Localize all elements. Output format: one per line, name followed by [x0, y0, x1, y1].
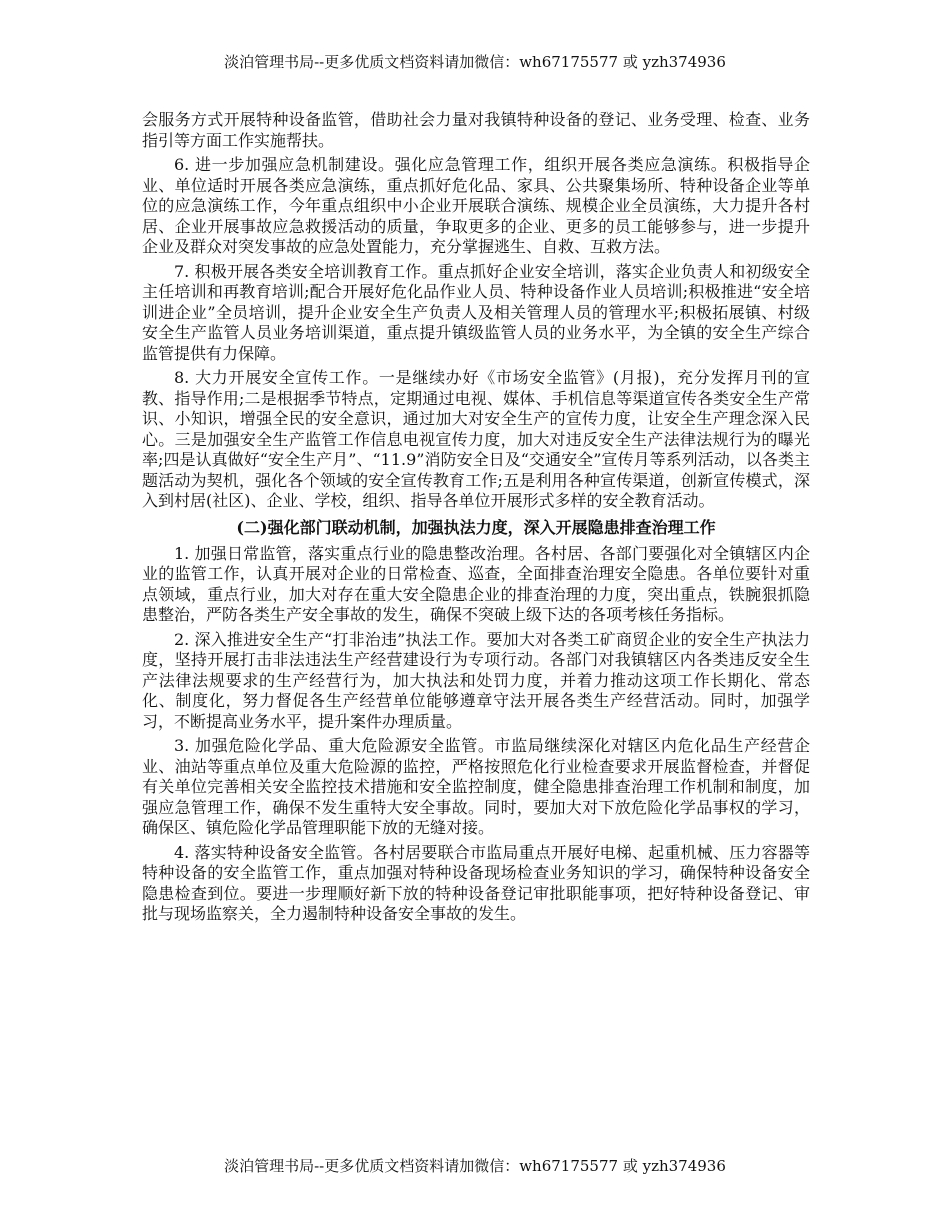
- paragraph-item-2: 2. 深入推进安全生产“打非治违”执法工作。要加大对各类工矿商贸企业的安全生产执法力度，坚持开展打击非法违法生产经营建设行为专项行动。各部门对我镇辖区内各类违反安全生产法律法规要求的生产经营行为，加大执法和处罚力度，并着力推动这项工作长期化、常态化、制度化，努力督促各生产经营单位能够遵章守法开展各类生产经营活动。同时，加强学习，不断提高业务水平，提升案件办理质量。: [142, 629, 810, 731]
- paragraph-item-3: 3. 加强危险化学品、重大危险源安全监管。市监局继续深化对辖区内危化品生产经营企业、油站等重点单位及重大危险源的监控，严格按照危化行业检查要求开展监督检查，并督促有关单位完善相关安全监控技术措施和安全监控制度，健全隐患排查治理工作机制和制度，加强应急管理工作，确保不发生重特大安全事故。同时，要加大对下放危险化学品事权的学习，确保区、镇危险化学品管理职能下放的无缝对接。: [142, 736, 810, 837]
- page-header: 淡泊管理书局--更多优质文档资料请加微信：wh67175577 或 yzh374936: [224, 53, 726, 71]
- paragraph-item-6: 6. 进一步加强应急机制建设。强化应急管理工作，组织开展各类应急演练。积极指导企业、单位适时开展各类应急演练，重点抓好危化品、家具、公共聚集场所、特种设备企业等单位的应急演练工作，今年重点组织中小企业开展联合演练、规模企业全员演练，大力提升各村居、企业开展事故应急救援活动的质量，争取更多的企业、更多的员工能够参与，进一步提升企业及群众对突发事故的应急处置能力，充分掌握逃生、自救、互救方法。: [142, 155, 810, 256]
- section-heading: (二)强化部门联动机制，加强执法力度，深入开展隐患排查治理工作: [236, 517, 716, 537]
- paragraph-item-1: 1. 加强日常监管，落实重点行业的隐患整改治理。各村居、各部门要强化对全镇辖区内企业的监管工作，认真开展对企业的日常检查、巡查，全面排查治理安全隐患。各单位要针对重点领域，重点行业，加大对存在重大安全隐患企业的排查治理的力度，突出重点，铁腕狠抓隐患整治，严防各类生产安全事故的发生，确保不突破上级下达的各项考核任务指标。: [142, 543, 810, 624]
- document-body: [142, 110, 810, 929]
- paragraph-item-4: 4. 落实特种设备安全监管。各村居要联合市监局重点开展好电梯、起重机械、压力容器等特种设备的安全监管工作，重点加强对特种设备现场检查业务知识的学习，确保特种设备安全隐患检查到位。要进一步理顺好新下放的特种设备登记审批职能事项，把好特种设备登记、审批与现场监察关，全力遏制特种设备安全事故的发生。: [142, 842, 810, 923]
- page-footer: 淡泊管理书局--更多优质文档资料请加微信：wh67175577 或 yzh374936: [224, 1157, 726, 1175]
- paragraph-continued: 会服务方式开展特种设备监管，借助社会力量对我镇特种设备的登记、业务受理、检查、业务指引等方面工作实施帮扶。: [142, 110, 810, 150]
- paragraph-item-7: 7. 积极开展各类安全培训教育工作。重点抓好企业安全培训，落实企业负责人和初级安全主任培训和再教育培训;配合开展好危化品作业人员、特种设备作业人员培训;积极推进“安全培训进企业”全员培训，提升企业安全生产负责人及相关管理人员的管理水平;积极拓展镇、村级安全生产监管人员业务培训渠道，重点提升镇级监管人员的业务水平，为全镇的安全生产综合监管提供有力保障。: [142, 261, 810, 363]
- paragraph-item-8: 8. 大力开展安全宣传工作。一是继续办好《市场安全监管》(月报)，充分发挥月刊的宣教、指导作用;二是根据季节特点，定期通过电视、媒体、手机信息等渠道宣传各类安全生产常识、小知识，增强全民的安全意识，通过加大对安全生产的宣传力度，让安全生产理念深入民心。三是加强安全生产监管工作信息电视宣传力度，加大对违反安全生产法律法规行为的曝光率;四是认真做好“安全生产月”、“11.9”消防安全日及“交通安全”宣传月等系列活动，以各类主题活动为契机，强化各个领域的安全宣传教育工作;五是利用各种宣传渠道，创新宣传模式，深入到村居(社区)、企业、学校，组织、指导各单位开展形式多样的安全教育活动。: [142, 368, 810, 510]
